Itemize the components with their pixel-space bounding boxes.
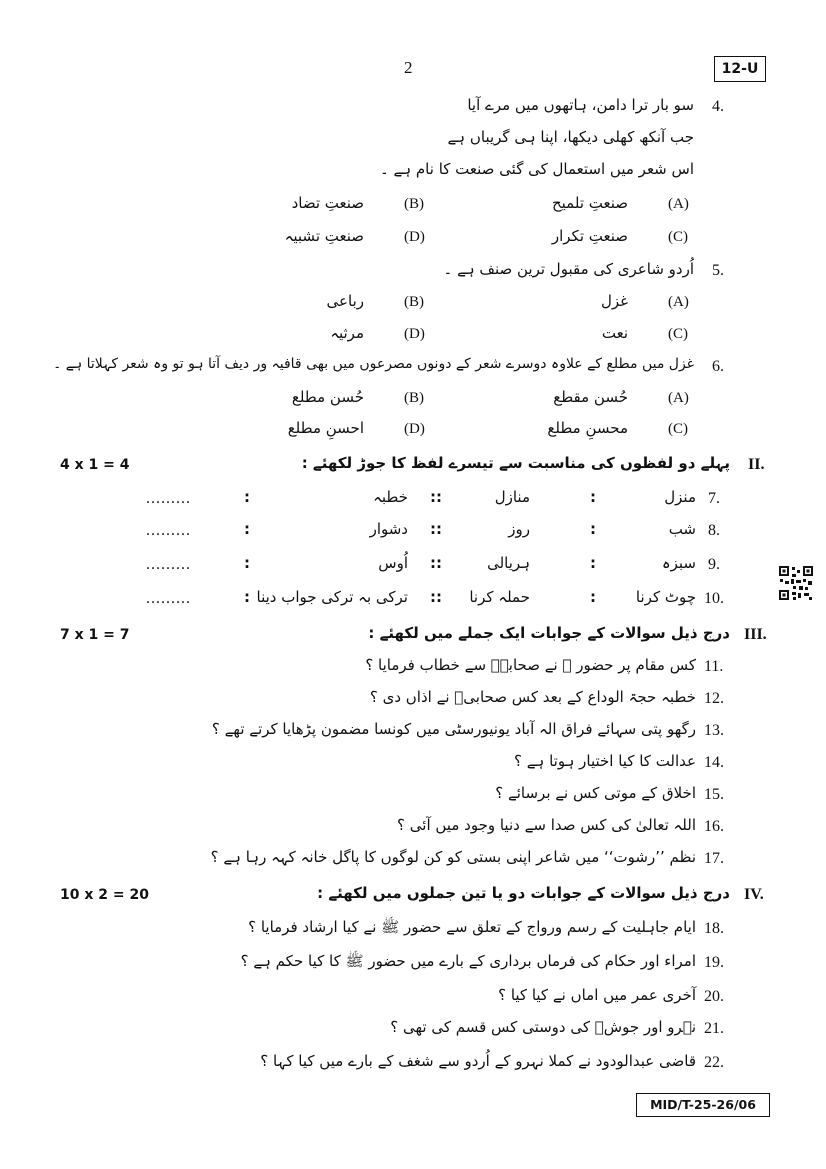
question-text: کس مقام پر حضور ﷺ نے صحابہؓ سے خطاب فرمایا ؟ xyxy=(365,656,696,674)
question-number: 13. xyxy=(704,722,724,739)
option-text: احسنِ مطلع xyxy=(287,419,364,437)
option-text: صنعتِ تشبیہ xyxy=(284,227,364,245)
paper-id-footer: MID/T-25-26/06 xyxy=(636,1093,770,1117)
separator: : xyxy=(244,588,250,606)
option-label: (D) xyxy=(404,229,425,245)
question-text: عدالت کا کیا اختیار ہوتا ہے ؟ xyxy=(514,752,696,770)
question-number: 14. xyxy=(704,754,724,771)
option-text: حُسن مطلع xyxy=(291,388,364,406)
pair-word-a: سبزہ xyxy=(661,554,696,572)
option-text: رباعی xyxy=(326,292,364,310)
section-number: III. xyxy=(744,626,767,643)
question-number: 6. xyxy=(712,358,724,375)
pair-word-c: اُوس xyxy=(378,554,408,572)
separator: : xyxy=(590,588,596,606)
section-marks: 7 x 1 = 7 xyxy=(60,627,130,643)
section-title: پہلے دو لفظوں کی مناسبت سے تیسرے لفظ کا جوڑ لکھئے : xyxy=(301,454,730,472)
option-text: مرثیہ xyxy=(330,324,364,342)
question-number: 21. xyxy=(704,1020,724,1037)
answer-blank: ......... xyxy=(146,590,191,607)
pair-word-a: منزل xyxy=(664,488,696,506)
question-number: 19. xyxy=(704,954,724,971)
separator: : xyxy=(590,554,596,572)
option-text: غزل xyxy=(600,292,628,310)
section-title: درج ذیل سوالات کے جوابات دو یا تین جملوں میں لکھئے : xyxy=(317,884,730,902)
question-number: 7. xyxy=(708,490,720,507)
option-label: (B) xyxy=(404,294,424,310)
question-text: رگھو پتی سہائے فراق الہ آباد یونیورسٹی میں کونسا مضمون پڑھایا کرتے تھے ؟ xyxy=(211,720,696,738)
question-number: 8. xyxy=(708,522,720,539)
option-label: (B) xyxy=(404,196,424,212)
separator: : xyxy=(244,554,250,572)
question-text: نظم ’’رشوت‘‘ میں شاعر اپنی بستی کو کن لوگوں کا پاگل خانہ کہہ رہا ہے ؟ xyxy=(210,848,696,866)
section-title: درج ذیل سوالات کے جوابات ایک جملے میں لکھئے : xyxy=(368,624,730,642)
option-text: صنعتِ تکرار xyxy=(551,227,628,245)
option-text: حُسن مقطع xyxy=(553,388,628,406)
question-number: 5. xyxy=(712,262,724,279)
question-text: جب آنکھ کھلی دیکھا، اپنا ہی گریباں ہے xyxy=(447,128,694,146)
option-label: (B) xyxy=(404,390,424,406)
option-label: (C) xyxy=(668,229,688,245)
question-number: 12. xyxy=(704,690,724,707)
question-text: نہرو اور جوشؔ کی دوستی کس قسم کی تھی ؟ xyxy=(390,1018,696,1036)
pair-word-c: ترکی بہ ترکی جواب دینا xyxy=(256,588,408,606)
question-text: اُردو شاعری کی مقبول ترین صنف ہے ۔ xyxy=(443,260,694,278)
option-text: نعت xyxy=(601,324,628,342)
pair-word-a: شب xyxy=(668,520,696,538)
option-text: محسنِ مطلع xyxy=(547,419,628,437)
option-label: (D) xyxy=(404,326,425,342)
section-marks: 4 x 1 = 4 xyxy=(60,457,130,473)
option-label: (A) xyxy=(668,294,689,310)
separator: :: xyxy=(430,520,442,538)
page-number: 2 xyxy=(404,58,413,77)
answer-blank: ......... xyxy=(146,556,191,573)
option-label: (C) xyxy=(668,421,688,437)
separator: : xyxy=(590,520,596,538)
separator: :: xyxy=(430,554,442,572)
question-number: 20. xyxy=(704,988,724,1005)
pair-word-a: چوٹ کرنا xyxy=(635,588,696,606)
pair-word-b: منازل xyxy=(494,488,530,506)
section-number: II. xyxy=(748,456,765,473)
option-text: صنعتِ تضاد xyxy=(291,194,364,212)
question-number: 18. xyxy=(704,920,724,937)
separator: :: xyxy=(430,588,442,606)
question-text: اللہ تعالیٰ کی کس صدا سے دنیا وجود میں آئی ؟ xyxy=(397,816,696,834)
option-text: صنعتِ تلمیح xyxy=(551,194,628,212)
section-number: IV. xyxy=(744,886,764,903)
question-text: اخلاق کے موتی کس نے برسائے ؟ xyxy=(495,784,696,802)
question-number: 16. xyxy=(704,818,724,835)
question-text: غزل میں مطلع کے علاوہ دوسرے شعر کے دونوں مصرعوں میں بھی قافیہ ور دیف آتا ہو تو وہ شعر کہلاتا ہے ۔ xyxy=(53,356,694,372)
question-text: خطبہ حجۃ الوداع کے بعد کس صحابیؓ نے اذاں دی ؟ xyxy=(369,688,696,706)
pair-word-b: روز xyxy=(508,520,530,538)
pair-word-b: حملہ کرنا xyxy=(469,588,530,606)
pair-word-c: دشوار xyxy=(369,520,408,538)
paper-code: 12-U xyxy=(714,56,766,82)
option-label: (C) xyxy=(668,326,688,342)
question-text: آخری عمر میں اماں نے کیا کیا ؟ xyxy=(498,986,696,1004)
question-number: 15. xyxy=(704,786,724,803)
section-marks: 10 x 2 = 20 xyxy=(60,887,149,903)
option-label: (A) xyxy=(668,390,689,406)
question-number: 9. xyxy=(708,556,720,573)
question-number: 11. xyxy=(704,658,724,675)
pair-word-c: خطبہ xyxy=(373,488,408,506)
question-number: 17. xyxy=(704,850,724,867)
option-label: (A) xyxy=(668,196,689,212)
question-text: امراء اور حکام کی فرماں برداری کے بارے میں حضور ﷺ کا کیا حکم ہے ؟ xyxy=(240,952,696,970)
question-text: ایام جاہلیت کے رسم ورواج کے تعلق سے حضور ﷺ نے کیا ارشاد فرمایا ؟ xyxy=(248,918,696,936)
qr-code xyxy=(778,565,814,601)
question-text: اس شعر میں استعمال کی گئی صنعت کا نام ہے ۔ xyxy=(379,160,694,178)
pair-word-b: ہریالی xyxy=(487,554,530,572)
question-text: سو بار ترا دامن، ہاتھوں میں مرے آیا xyxy=(467,96,694,114)
answer-blank: ......... xyxy=(146,490,191,507)
separator: :: xyxy=(430,488,442,506)
separator: : xyxy=(590,488,596,506)
separator: : xyxy=(244,488,250,506)
answer-blank: ......... xyxy=(146,522,191,539)
question-text: قاضی عبدالودود نے کملا نہرو کے اُردو سے شغف کے بارے میں کیا کہا ؟ xyxy=(260,1052,696,1070)
question-number: 4. xyxy=(712,98,724,115)
separator: : xyxy=(244,520,250,538)
option-label: (D) xyxy=(404,421,425,437)
question-number: 10. xyxy=(704,590,724,607)
question-number: 22. xyxy=(704,1054,724,1071)
